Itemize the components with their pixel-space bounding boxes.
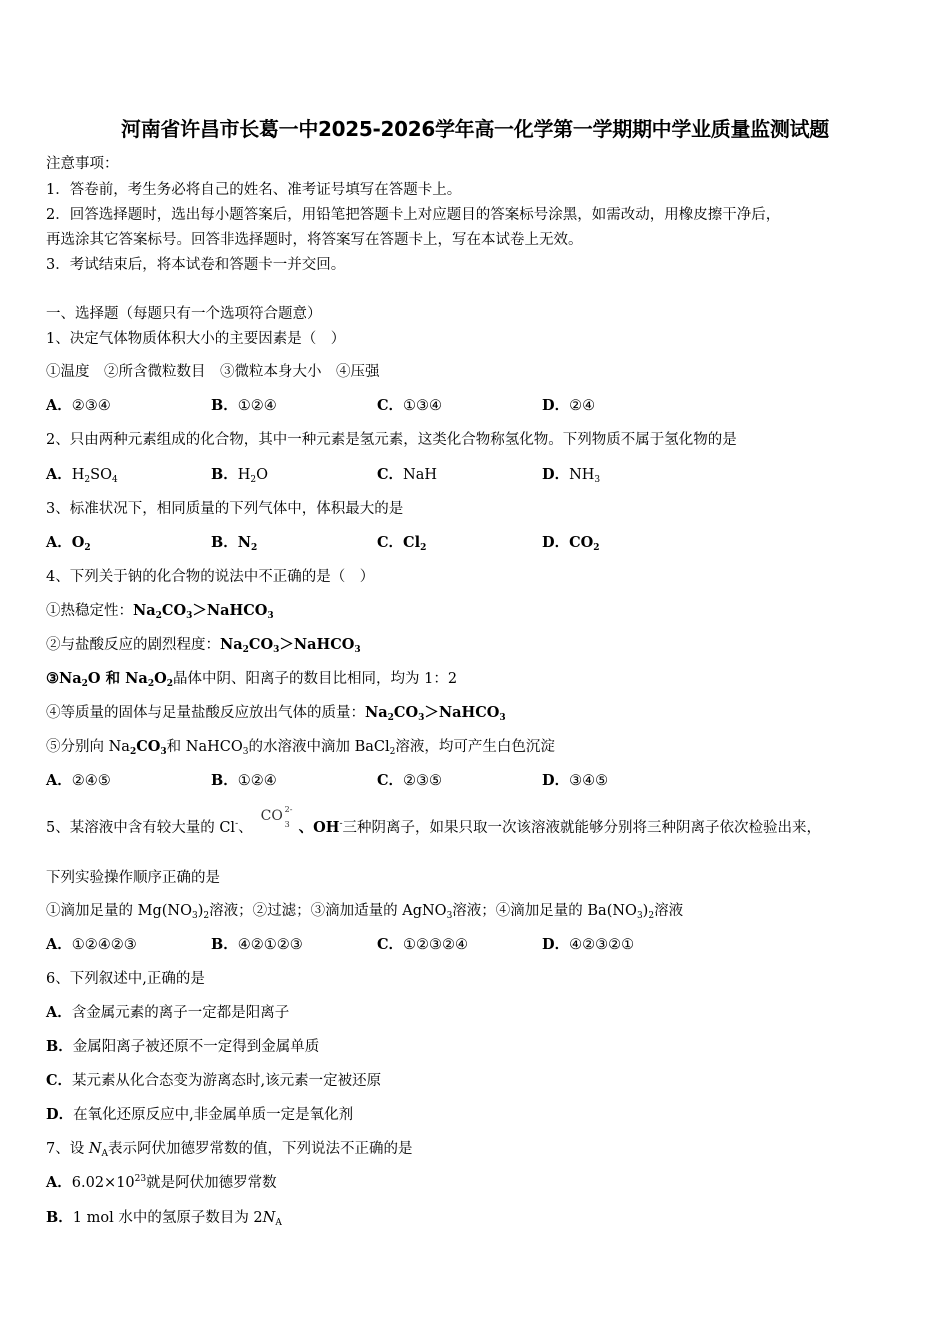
- section-heading: 一、选择题（每题只有一个选项符合题意）: [46, 306, 322, 322]
- q7-option-a: A．$6.02\times 10^{23}$就是阿伏加德罗常数: [46, 1174, 277, 1191]
- q5-option-a: A．①②④②③: [46, 936, 137, 953]
- q4-statement-3: $③Na_2O$ 和 $Na_2O_2$晶体中阴、阳离子的数目比相同，均为 1：2: [46, 670, 458, 689]
- q4-option-a: A．②④⑤: [46, 772, 111, 789]
- q6-option-d: D．在氧化还原反应中,非金属单质一定是氧化剂: [46, 1106, 354, 1123]
- q7-option-b: B．1 mol 水中的氢原子数目为 $2N_A$: [46, 1209, 282, 1228]
- q3-option-c: C．$Cl_2$: [377, 534, 427, 553]
- q4-stem: 4、下列关于钠的化合物的说法中不正确的是（ ）: [46, 569, 375, 585]
- q6-stem: 6、下列叙述中,正确的是: [46, 971, 205, 987]
- q4-statement-4: ④等质量的固体与足量盐酸反应放出气体的质量：$Na_2CO_3>NaHCO_3$: [46, 704, 506, 723]
- q3-option-a: A．$O_2$: [46, 534, 91, 553]
- q2-option-b: B．$H_2O$: [211, 466, 269, 485]
- q1-option-b: B．①②④: [211, 397, 277, 414]
- q3-option-d: D．$CO_2$: [542, 534, 600, 553]
- q5-stem-2: 下列实验操作顺序正确的是: [46, 870, 220, 886]
- q4-option-d: D．③④⑤: [542, 772, 609, 789]
- q5-option-d: D．④②③②①: [542, 936, 635, 953]
- q1-options: [46, 394, 926, 416]
- q4-statement-2: ②与盐酸反应的剧烈程度：$Na_2CO_3>NaHCO_3$: [46, 636, 361, 655]
- q6-option-c: C．某元素从化合态变为游离态时,该元素一定被还原: [46, 1072, 382, 1089]
- q3-option-b: B．$N_2$: [211, 534, 258, 553]
- notice-heading: 注意事项：: [46, 156, 119, 172]
- q7-stem: 7、设 $N_A$表示阿伏加德罗常数的值，下列说法不正确的是: [46, 1141, 413, 1159]
- q4-option-c: C．②③⑤: [377, 772, 443, 789]
- notice-item-2b: 再选涂其它答案标号。回答非选择题时，将答案写在答题卡上，写在本试卷上无效。: [46, 232, 583, 248]
- q1-items: ①温度 ②所含微粒数目 ③微粒本身大小 ④压强: [46, 364, 380, 380]
- page-title: 河南省许昌市长葛一中2025-2026学年高一化学第一学期期中学业质量监测试题: [121, 117, 829, 141]
- q1-stem: 1、决定气体物质体积大小的主要因素是（ ）: [46, 331, 346, 347]
- q5-steps: ①滴加足量的 $Mg(NO_3)_2$溶液；②过滤；③滴加适量的 AgNO$_3$溶液；④滴加足量的 $Ba(NO_3)_2$溶液: [46, 903, 684, 921]
- q1-option-d: D．②④: [542, 397, 596, 414]
- notice-item-2a: 2．回答选择题时，选出每小题答案后，用铅笔把答题卡上对应题目的答案标号涂黑，如需改动，用橡皮擦干净后，: [46, 207, 781, 223]
- q2-options: [46, 463, 926, 485]
- q6-option-b: B．金属阳离子被还原不一定得到金属单质: [46, 1038, 320, 1055]
- q4-statement-1: ①热稳定性：$Na_2CO_3>NaHCO_3$: [46, 602, 274, 621]
- q5-options: [46, 933, 926, 955]
- q2-stem: 2、只由两种元素组成的化合物，其中一种元素是氢元素，这类化合物称氢化物。下列物质不属于氢化物的是: [46, 432, 737, 448]
- q4-options: [46, 769, 926, 791]
- q2-option-a: A．$H_2SO_4$: [46, 466, 118, 485]
- q4-option-b: B．①②④: [211, 772, 277, 789]
- carbonate-ion-formula: CO 2- 3: [260, 805, 293, 829]
- q1-option-c: C．①③④: [377, 397, 443, 414]
- q5-option-c: C．①②③②④: [377, 936, 469, 953]
- q5-option-b: B．④②①②③: [211, 936, 303, 953]
- q3-stem: 3、标准状况下，相同质量的下列气体中，体积最大的是: [46, 501, 404, 517]
- notice-item-1: 1．答卷前，考生务必将自己的姓名、准考证号填写在答题卡上。: [46, 182, 462, 198]
- q4-statement-5: ⑤分别向 $Na_2CO_3$和 NaHCO$_3$的水溶液中滴加 BaCl$_2$溶液，均可产生白色沉淀: [46, 738, 555, 757]
- q2-option-d: D．$NH_3$: [542, 466, 601, 485]
- q6-option-a: A．含金属元素的离子一定都是阳离子: [46, 1004, 290, 1021]
- q5-stem: 5、某溶液中含有较大量的 Cl-、 CO 2- 3 、OH-三种阴离子，如果只取一次该溶液就能够分别将三种阴离子依次检验出来，: [46, 805, 822, 836]
- notice-item-3: 3．考试结束后，将本试卷和答题卡一并交回。: [46, 257, 346, 273]
- q3-options: [46, 531, 926, 553]
- q1-option-a: A．②③④: [46, 397, 111, 414]
- q2-option-c: C．NaH: [377, 466, 438, 483]
